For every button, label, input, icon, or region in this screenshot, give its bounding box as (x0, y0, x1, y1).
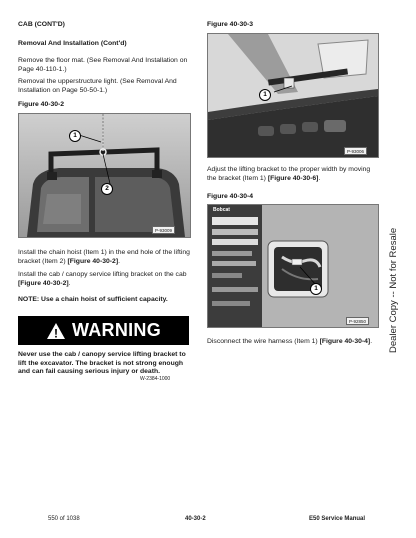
warning-triangle-icon (46, 322, 66, 340)
callout-2: 2 (101, 183, 113, 195)
cab-lifting-illustration (19, 114, 190, 237)
paragraph-install-chain-hoist: Install the chain hoist (Item 1) in the end hole of the lifting bracket (Item 2) [Figure 40-30-2]. (18, 249, 190, 265)
decal-brand-text: Bobcat (213, 207, 230, 213)
subsection-title: Removal And Installation (Cont'd) (18, 40, 127, 47)
warning-text: Never use the cab / canopy service lifting bracket to lift the excavator. The bracket is not strong enough and can fail causing serious injury or death. (18, 351, 186, 376)
warning-label: WARNING (71, 320, 162, 340)
paragraph-remove-floor-mat: Remove the floor mat. (See Removal And Installation on Page 40-110-1.) (18, 57, 188, 73)
figure-40-30-3-photo (207, 33, 379, 158)
warning-banner (18, 316, 189, 345)
figure-40-30-3-title: Figure 40-30-3 (207, 21, 254, 28)
paragraph-remove-light: Removal the upperstructure light. (See Removal And Installation on Page 50-50-1.) (18, 78, 177, 94)
footer-manual-title: E50 Service Manual (309, 516, 366, 522)
note-chain-hoist: NOTE: Use a chain hoist of sufficient capacity. (18, 296, 168, 303)
paragraph-adjust-bracket: Adjust the lifting bracket to the proper width by moving the bracket (Item 1) [Figure 40-30-6]. (207, 166, 371, 182)
dealer-copy-watermark: Dealer Copy -- Not for Resale (388, 227, 399, 353)
paragraph-disconnect-harness: Disconnect the wire harness (Item 1) [Figure 40-30-4]. (207, 338, 373, 345)
cab-interior-illustration (208, 34, 378, 157)
warning-code: W-2384-1000 (140, 376, 171, 382)
footer-page-count: 550 of 1038 (48, 516, 80, 522)
wire-harness-illustration (208, 205, 378, 327)
section-title: CAB (CONT'D) (18, 21, 65, 28)
callout-1: 1 (259, 89, 271, 101)
callout-1: 1 (69, 130, 81, 142)
photo-ref-label: P-92850 (346, 317, 369, 325)
footer-page-number: 40-30-2 (185, 516, 206, 522)
callout-1: 1 (310, 283, 322, 295)
figure-40-30-2-photo (18, 113, 191, 238)
figure-40-30-4-title: Figure 40-30-4 (207, 193, 254, 200)
figure-40-30-2-title: Figure 40-30-2 (18, 101, 65, 108)
photo-ref-label: P-93009 (152, 226, 175, 234)
figure-40-30-4-photo (207, 204, 379, 328)
svg-text:!: ! (53, 326, 58, 340)
paragraph-install-bracket: Install the cab / canopy service lifting bracket on the cab [Figure 40-30-2]. (18, 271, 187, 287)
photo-ref-label: P-93006 (344, 147, 367, 155)
